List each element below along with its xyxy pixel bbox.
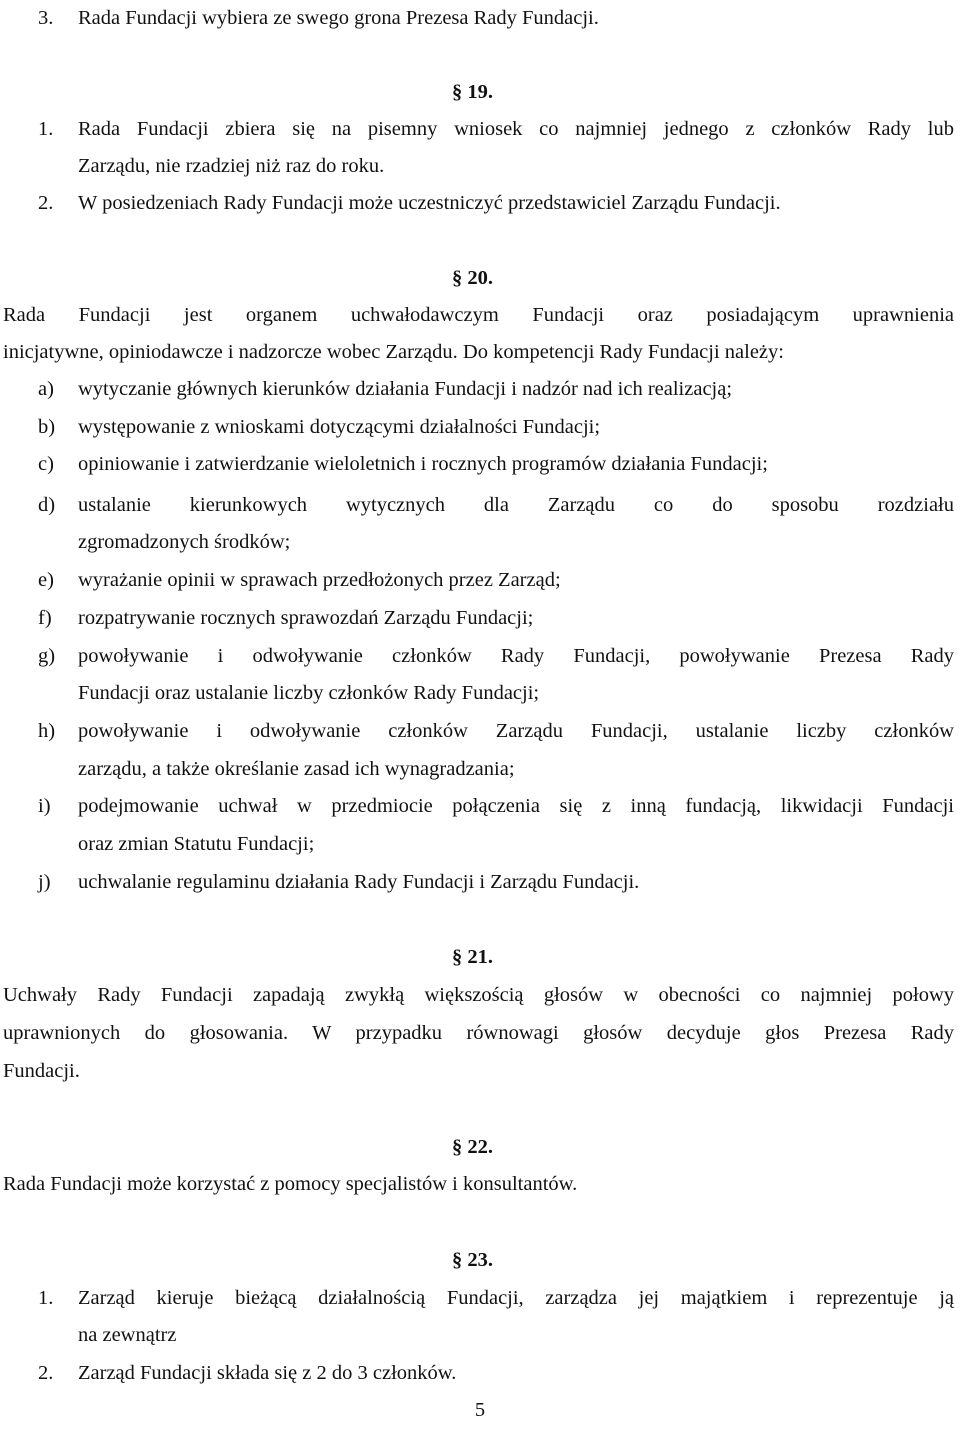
item-letter: i) [38,795,51,817]
item-number: 3. [38,7,54,29]
section-heading-19: § 19. [452,81,493,103]
item-letter: f) [38,607,52,629]
item-text-line: W posiedzeniach Rady Fundacji może uczestniczyć przedstawiciel Zarządu Fundacji. [78,192,781,214]
item-text-line: wytyczanie głównych kierunków działania Fundacji i nadzór nad ich realizacją; [78,378,733,400]
item-text-line: Zarządu, nie rzadziej niż raz do roku. [78,155,385,177]
item-text-line: zarządu, a także określanie zasad ich wynagradzania; [78,758,515,780]
item-text-line: powoływanie i odwoływanie członków Rady Fundacji, powoływanie Prezesa Rady [78,645,954,667]
item-letter: b) [38,416,56,438]
item-text-line: ustalanie kierunkowych wytycznych dla Zarządu co do sposobu rozdziału [78,494,954,516]
item-number: 2. [38,1362,54,1384]
paragraph-line: Rada Fundacji jest organem uchwałodawczym Fundacji oraz posiadającym uprawnienia [3,304,954,326]
item-text-line: oraz zmian Statutu Fundacji; [78,833,315,855]
item-text-line: wyrażanie opinii w sprawach przedłożonych przez Zarząd; [78,569,561,591]
item-number: 1. [38,1287,54,1309]
item-text-line: występowanie z wnioskami dotyczącymi działalności Fundacji; [78,416,601,438]
item-text-line: na zewnątrz [78,1324,177,1346]
item-text-line: rozpatrywanie rocznych sprawozdań Zarządu Fundacji; [78,607,534,629]
item-text-line: opiniowanie i zatwierdzanie wieloletnich i rocznych programów działania Fundacji; [78,453,768,475]
section-heading-21: § 21. [452,946,493,968]
item-text-line: Fundacji oraz ustalanie liczby członków Rady Fundacji; [78,682,540,704]
section-heading-22: § 22. [452,1136,493,1158]
paragraph-line: Uchwały Rady Fundacji zapadają zwykłą większością głosów w obecności co najmniej połowy [3,984,954,1006]
item-text-line: zgromadzonych środków; [78,531,291,553]
item-text-line: podejmowanie uchwał w przedmiocie połączenia się z inną fundacją, likwidacji Fundacji [78,795,954,817]
item-text: Rada Fundacji wybiera ze swego grona Prezesa Rady Fundacji. [78,7,599,29]
paragraph-line: Fundacji. [3,1060,80,1082]
item-letter: h) [38,720,56,742]
item-letter: j) [38,871,51,893]
item-number: 1. [38,118,54,140]
paragraph-line: Rada Fundacji może korzystać z pomocy specjalistów i konsultantów. [3,1173,578,1195]
item-letter: c) [38,453,54,475]
section-heading-23: § 23. [452,1249,493,1271]
item-text-line: Zarząd Fundacji składa się z 2 do 3 członków. [78,1362,457,1384]
item-letter: g) [38,645,56,667]
section-heading-20: § 20. [452,267,493,289]
item-number: 2. [38,192,54,214]
item-text-line: uchwalanie regulaminu działania Rady Fundacji i Zarządu Fundacji. [78,871,640,893]
paragraph-line: uprawnionych do głosowania. W przypadku równowagi głosów decyduje głos Prezesa Rady [3,1022,954,1044]
item-text-line: Zarząd kieruje bieżącą działalnością Fundacji, zarządza jej majątkiem i reprezentuje ją [78,1287,954,1309]
item-letter: d) [38,494,56,516]
page-number: 5 [474,1399,486,1421]
item-letter: e) [38,569,54,591]
item-letter: a) [38,378,54,400]
item-text-line: powoływanie i odwoływanie członków Zarządu Fundacji, ustalanie liczby członków [78,720,954,742]
item-text-line: Rada Fundacji zbiera się na pisemny wniosek co najmniej jednego z członków Rady lub [78,118,954,140]
paragraph-line: inicjatywne, opiniodawcze i nadzorcze wobec Zarządu. Do kompetencji Rady Fundacji należy: [3,341,784,363]
